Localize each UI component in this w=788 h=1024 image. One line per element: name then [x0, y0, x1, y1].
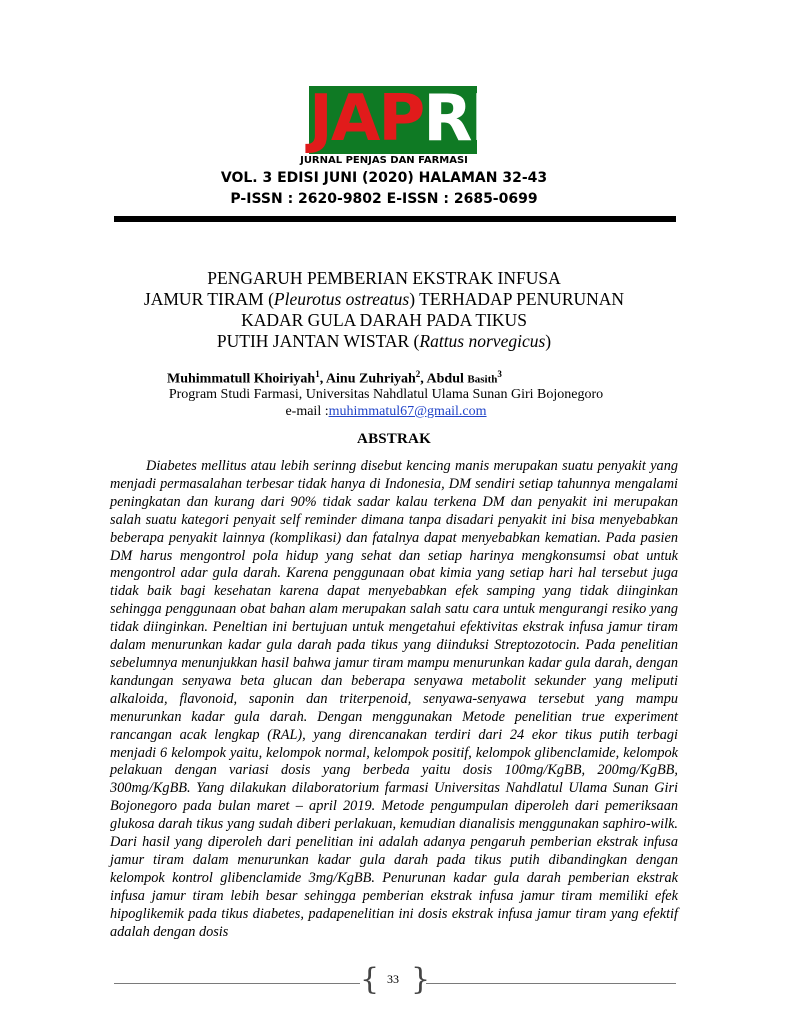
abstract-heading: ABSTRAK — [357, 431, 431, 447]
logo-text-red-part: JAP — [309, 82, 424, 156]
author-3-first-name: Abdul — [426, 371, 468, 387]
title-species-oyster-mushroom: Pleurotus ostreatus — [273, 289, 410, 309]
title-line-1: PENGARUH PEMBERIAN EKSTRAK INFUSA — [207, 268, 561, 288]
page-number: 33 — [387, 972, 399, 986]
author-list — [167, 369, 502, 388]
title-line-2 — [90, 289, 678, 310]
title-line-3: KADAR GULA DARAH PADA TIKUS — [241, 310, 527, 330]
title-species-rat: Rattus norvegicus — [419, 331, 546, 351]
title-line-2-suffix: ) TERHADAP PENURUNAN — [409, 289, 625, 309]
footer-divider-left — [114, 983, 360, 984]
author-affiliation: Program Studi Farmasi, Universitas Nahdlatul Ulama Sunan Giri Bojonegoro — [168, 387, 604, 402]
author-separator: , — [319, 371, 326, 387]
contact-email-line — [0, 403, 772, 420]
journal-name: JURNAL PENJAS DAN FARMASI — [300, 155, 468, 166]
author-3-affiliation-mark: 3 — [497, 369, 502, 379]
header-divider — [114, 216, 676, 222]
abstract-body: Diabetes mellitus atau lebih serinng disebut kencing manis merupakan suatu penyakit yang menjadi permasalahan terbesar tidak hanya di Indonesia, DM sendiri setiap tahunnya mengalami peningkatan dan kurang dari 90% tidak sadar kalau terkena DM dan penyakit ini merupakan salah suatu kategori penyait self reminder dimana tanpa disadari penyakit ini bisa menyebabkan beberapa penyakit lainnya (komplikasi) dan fatalnya dapat menyebabkan kematian. Pada pasien DM harus mengontrol pola hidup yang sehat dan setiap harinya mengkonsumsi obat untuk mengontrol adar gula darah. Karena penggunaan obat kimia yang setiap hari hal tersebut juga tidak baik bagi kesehatan karena dapat menyebabkan efek samping yang tidak diinginkan sehingga penggunaan obat bahan alam merupakan salah satu cara untuk mengurangi resiko yang tidak diinginkan. Peneltian ini bertujuan untuk mengetahui efektivitas ekstrak infusa jamur tiram dalam menurunkan kadar gula darah pada tikus yang diinduksi Streptozotocin. Pada penelitian sebelumnya menunjukkan hasil bahwa jamur tiram mampu menurunkan kadar gula darah, dengan kandungan senyawa beta glucan dan beberapa senyawa metabolit sekunder yang meliputi alkaloida, flavonoid, saponin dan triterpenoid, senyawa-senyawa tersebut yang mampu menurunkan kadar gula darah. Dengan menggunakan Metode penelitian true experiment rancangan acak lengkap (RAL), yang direncanakan terdiri dari 24 ekor tikus putih terbagi menjadi 6 kelompok yaitu, kelompok normal, kelompok positif, kelompok glibenclamide, kelompok pelakuan dengan variasi dosis yang berbeda yaitu dosis 100mg/KgBB, 200mg/KgBB, 300mg/KgBB. Yang dilakukan dilaboratorium farmasi Universitas Nahdlatul Ulama Sunan Giri Bojonegoro pada bulan maret – april 2019. Metode pengumpulan diperoleh dari pemeriksaan glukosa darah tikus yang sudah diberi perlakuan, kemudian dianalisis menggunakan saphiro-wilk. Dari hasil yang diperoleh dari penelitian ini adalah adanya pengaruh pemberian ekstrak infusa jamur tiram dalam menurunkan kadar gula darah pada tikus putih dibandingkan dengan kelompok kontrol glibenclamide 3mg/KgBB. Penurunan kadar gula darah pemberian ekstrak infusa jamur tiram lebih besar sehingga pemberian ekstrak infusa jamur tiram memiliki efek hipoglikemik pada tikus diabetes, padapenelitian ini dosis ekstrak infusa jamur tiram yang efektif adalah dengan dosis — [110, 458, 678, 940]
article-title — [90, 268, 678, 352]
author-1: Muhimmatull Khoiriyah — [167, 371, 316, 387]
journal-logo — [309, 82, 493, 156]
footer-left-brace-icon: { — [360, 962, 380, 997]
author-3-last-name: Basith — [467, 373, 498, 386]
title-line-4-prefix: PUTIH JANTAN WISTAR ( — [216, 331, 420, 351]
footer-divider-right — [426, 983, 676, 984]
author-2-affiliation-mark: 2 — [415, 369, 421, 379]
journal-volume: VOL. 3 EDISI JUNI (2020) HALAMAN 32-43 — [220, 170, 548, 186]
footer-right-brace-icon: } — [411, 962, 431, 997]
title-line-4-suffix: ) — [545, 331, 552, 351]
journal-logo-text — [309, 80, 493, 158]
logo-text-white-part: RI — [423, 82, 493, 156]
author-separator: , — [420, 371, 427, 387]
title-line-4 — [90, 331, 678, 352]
journal-issn: P-ISSN : 2620-9802 E-ISSN : 2685-0699 — [230, 191, 538, 207]
author-2: Ainu Zuhriyah — [325, 371, 416, 387]
author-1-affiliation-mark: 1 — [315, 369, 320, 379]
email-link[interactable]: muhimmatul67@gmail.com — [328, 404, 487, 419]
email-label: e-mail : — [285, 404, 329, 419]
title-line-2-prefix: JAMUR TIRAM ( — [143, 289, 274, 309]
